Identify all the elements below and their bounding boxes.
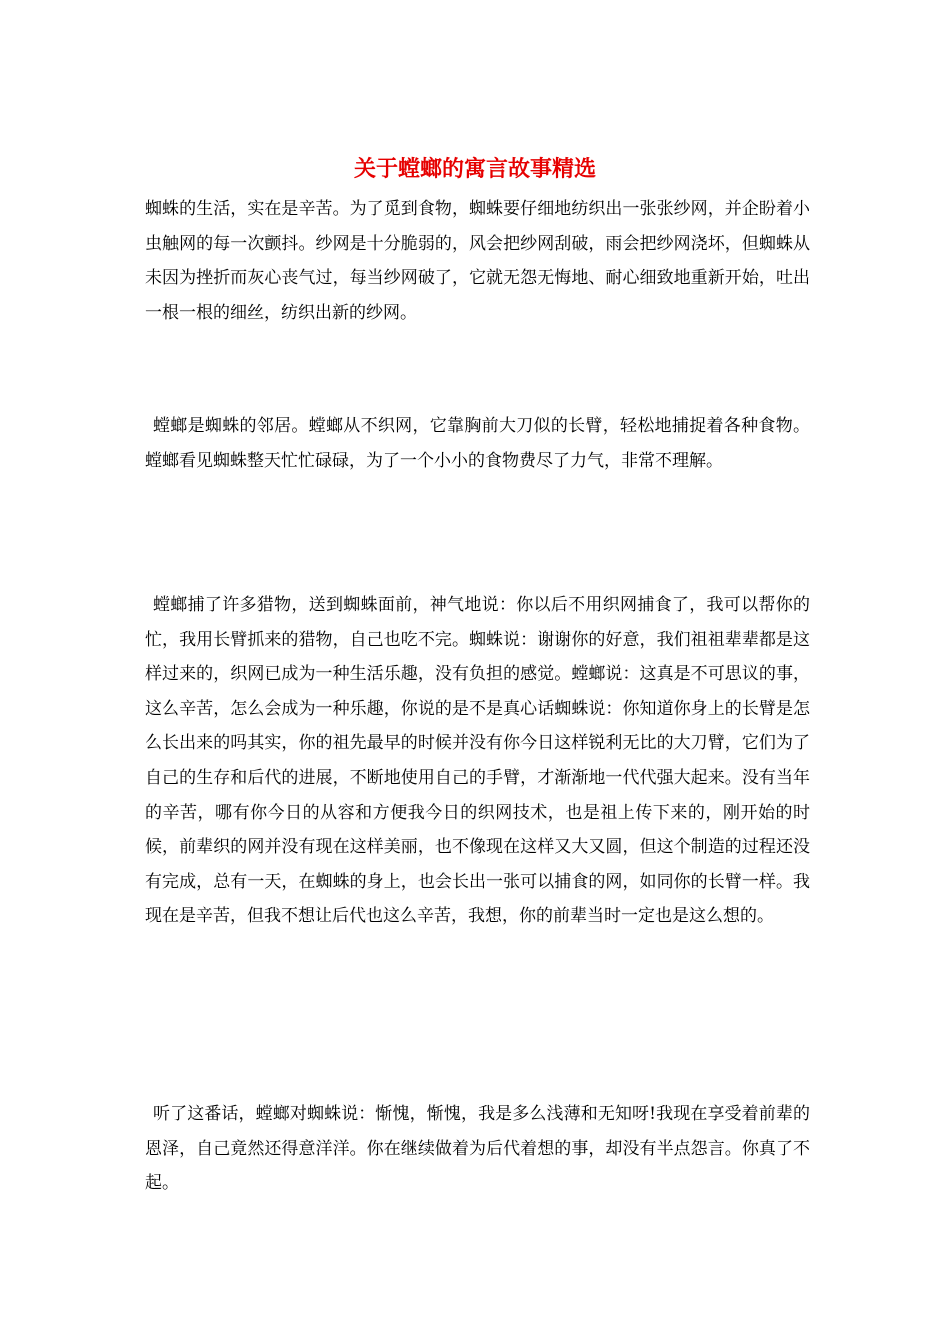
paragraph-4: 听了这番话，螳螂对蜘蛛说：惭愧，惭愧，我是多么浅薄和无知呀!我现在享受着前辈的恩泽，自己竟然还得意洋洋。你在继续做着为后代着想的事，却没有半点怨言。你真了不起。 [145, 1104, 810, 1194]
document-title: 关于螳螂的寓言故事精选 [353, 156, 596, 182]
paragraph-2: 螳螂是蜘蛛的邻居。螳螂从不织网，它靠胸前大刀似的长臂，轻松地捕捉着各种食物。螳螂看见蜘蛛整天忙忙碌碌，为了一个小小的食物费尽了力气，非常不理解。 [145, 416, 810, 471]
paragraph-3: 螳螂捕了许多猎物，送到蜘蛛面前，神气地说：你以后不用织网捕食了，我可以帮你的忙，我用长臂抓来的猎物，自己也吃不完。蜘蛛说：谢谢你的好意，我们祖祖辈辈都是这样过来的，织网已成为一种生活乐趣，没有负担的感觉。螳螂说：这真是不可思议的事，这么辛苦，怎么会成为一种乐趣，你说的是不是真心话蜘蛛说：你知道你身上的长臂是怎么长出来的吗其实，你的祖先最早的时候并没有你今日这样锐利无比的大刀臂，它们为了自己的生存和后代的进展，不断地使用自己的手臂，才渐渐地一代代强大起来。没有当年的辛苦，哪有你今日的从容和方便我今日的织网技术，也是祖上传下来的，刚开始的时候，前辈织的网并没有现在这样美丽，也不像现在这样又大又圆，但这个制造的过程还没有完成，总有一天，在蜘蛛的身上，也会长出一张可以捕食的网，如同你的长臂一样。我现在是辛苦，但我不想让后代也这么辛苦，我想，你的前辈当时一定也是这么想的。 [145, 595, 810, 927]
paragraph-1: 蜘蛛的生活，实在是辛苦。为了觅到食物，蜘蛛要仔细地纺织出一张张纱网，并企盼着小虫触网的每一次颤抖。纱网是十分脆弱的，风会把纱网刮破，雨会把纱网浇坏，但蜘蛛从未因为挫折而灰心丧气过，每当纱网破了，它就无怨无悔地、耐心细致地重新开始，吐出一根一根的细丝，纺织出新的纱网。 [145, 199, 810, 323]
